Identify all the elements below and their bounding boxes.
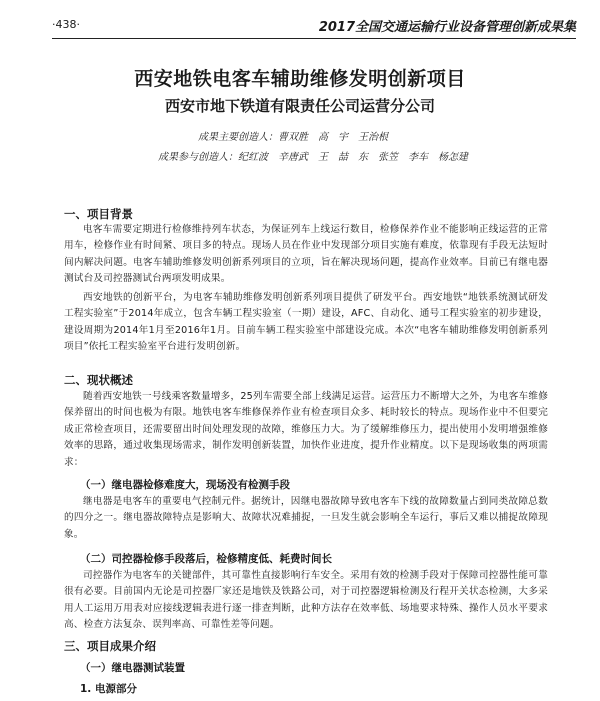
paragraph: 电客车需要定期进行检修维持列车状态，为保证列车上线运行数目，检修保养作业不能影响正线运营的正常用车，检修作业有时间紧、项目多的特点。现场人员在作业中发现部分项目实施有难度，依靠现有手段无法短时间内解决问题。电客车辅助维修发明创新系列项目的立项，旨在解决现场问题，提高作业效率。目前已有继电器测试台及司控器测试台两项发明成果。: [64, 224, 548, 285]
running-header: [52, 16, 576, 39]
item-heading: 1. 电源部分: [80, 683, 137, 695]
section-heading-results: 三、项目成果介绍: [64, 639, 156, 653]
organization-name: 西安市地下铁道有限责任公司运营分公司: [164, 97, 435, 115]
subsection-heading: （二）司控器检修手段落后，检修精度低、耗费时间长: [80, 553, 332, 565]
paragraph: 司控器作为电客车的关键部件，其可靠性直接影响行车安全。采用有效的检测手段对于保障司控器性能可靠很有必要。目前国内无论是司控器厂家还是地铁及铁路公司，对于司控器逻辑检测及行程开关状态检测，大多采用人工运用万用表对应接线逻辑表进行逐一排查判断，此种方法存在效率低、场地要求特殊、操作人员水平要求高、检查方法复杂、误判率高、可靠性差等问题。: [64, 570, 548, 631]
paragraph: 随着西安地铁一号线乘客数量增多，25列车需要全部上线满足运营。运营压力不断增大之外，为电客车维修保养留出的时间也极为有限。地铁电客车维修保养作业有检查项目众多、耗时较长的特点。现场作业中不但要完成正常检查项目，还需要留出时间处理发现的故障，维修压力大。为了缓解维修压力，提出使用小发明增强维修效率的思路，通过收集现场需求，制作发明创新装置，加快作业进度，提升作业精度。以下是现场收集的两项需求：: [64, 391, 548, 468]
paragraph: 西安地铁的创新平台，为电客车辅助维修发明创新系列项目提供了研发平台。西安地铁“地铁系统测试研发工程实验室”于2014年成立，包含车辆工程实验室（一期）建设，AFC、自动化、通号工程实验室的初步建设，建设周期为2014年1月至2016年1月。目前车辆工程实验室中部建设完成。本次“电客车辅助维修发明创新系列项目”依托工程实验室平台进行发明创新。: [64, 292, 548, 353]
page-number: ·438·: [52, 18, 80, 31]
book-title: 2017全国交通运输行业设备管理创新成果集: [318, 20, 576, 35]
participant-creators: 成果参与创造人：纪红波 辛唐武 王 喆 东 张笠 李车 杨怎建: [158, 152, 468, 163]
subsection-heading: （一）继电器测试装置: [80, 662, 185, 674]
article-title: 西安地铁电客车辅助维修发明创新项目: [134, 68, 466, 90]
main-creators: 成果主要创造人：曹双胜 高 宇 王治根: [198, 132, 388, 143]
paragraph: 继电器是电客车的重要电气控制元件。据统计，因继电器故障导致电客车下线的故障数量占到同类故障总数的四分之一。继电器故障特点是影响大、故障状况难捕捉，一旦发生就会影响全车运行，事后又难以捕捉故障现象。: [64, 496, 548, 540]
section-heading-background: 一、项目背景: [64, 207, 133, 221]
section-heading-status: 二、现状概述: [64, 373, 133, 387]
subsection-heading: （一）继电器检修难度大，现场没有检测手段: [80, 479, 290, 491]
